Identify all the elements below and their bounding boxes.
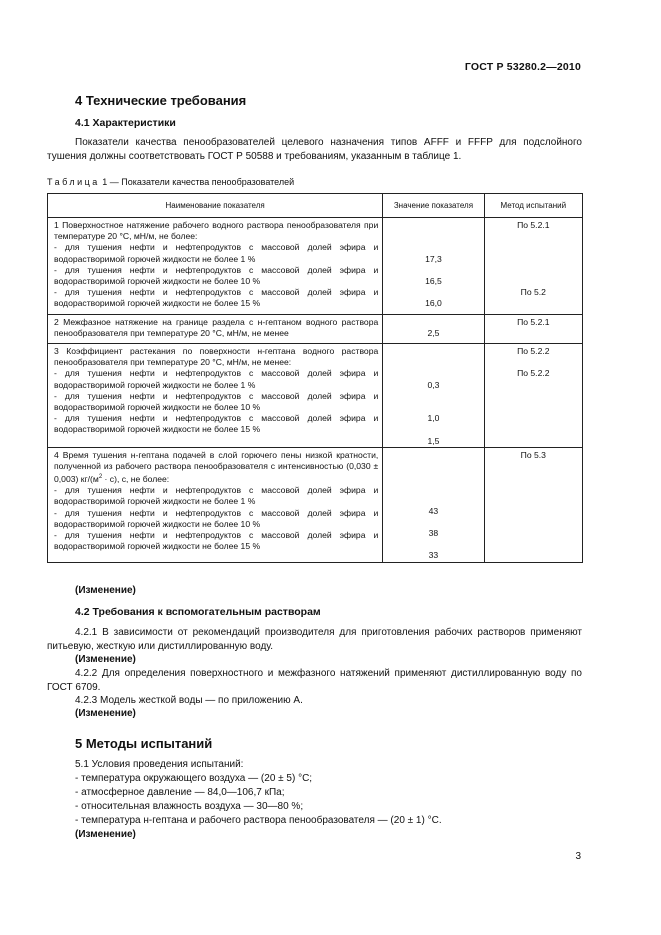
value-cell: 0,3 <box>427 379 440 390</box>
table-row <box>48 314 583 343</box>
table-row <box>48 447 583 562</box>
paragraph-4-2-1: 4.2.1 В зависимости от рекомендаций производителя для приготовления рабочих растворов применяют питьевую, жесткую или дистиллированную воду. <box>47 627 582 652</box>
document-header: ГОСТ Р 53280.2—2010 <box>464 61 581 73</box>
test-condition-line: - атмосферное давление — 84,0—106,7 кПа; <box>75 787 285 798</box>
value-cell: 38 <box>428 528 439 539</box>
method-cell: По 5.2.2 <box>517 368 550 379</box>
method-cell: По 5.3 <box>520 449 546 460</box>
method-cell: По 5.2 <box>520 287 546 298</box>
row-4-values <box>383 447 484 562</box>
change-note: (Изменение) <box>75 829 136 840</box>
test-condition-line: - температура окружающего воздуха — (20 ± 5) °С; <box>75 773 313 784</box>
row-1-name: 1 Поверхностное натяжение рабочего водного раствора пенообразователя при температуре 20 °С, мН/м, не более: - для тушения нефти и нефтепродуктов с массовой долей эфира и водорастворимой горючей жидкости не более 1 % - для тушения нефти и нефтепродуктов с массовой долей эфира и водорастворимой горючей жидкости не более 10 % - для тушения нефти и нефтепродуктов с массовой долей эфира и водорастворимой горючей жидкости не более 15 % <box>48 218 383 315</box>
change-note: (Изменение) <box>75 654 136 665</box>
quality-table <box>47 193 583 563</box>
table-header-row <box>48 194 583 218</box>
row-2-methods <box>484 314 582 343</box>
value-cell: 16,5 <box>425 275 442 286</box>
test-condition-line: - температура н-гептана и рабочего раствора пенообразователя — (20 ± 1) °С. <box>75 815 442 826</box>
paragraph-4-2-2: 4.2.2 Для определения поверхностного и межфазного натяжений применяют дистиллированную воду по ГОСТ 6709. <box>47 668 582 693</box>
table-caption <box>47 177 294 187</box>
header-method: Метод испытаний <box>484 194 582 218</box>
paragraph-4-2-3: 4.2.3 Модель жесткой воды — по приложению А. <box>75 695 303 706</box>
row-3-methods <box>484 344 582 448</box>
page-number: 3 <box>575 851 581 862</box>
value-cell: 1,5 <box>427 435 440 446</box>
method-cell: По 5.2.2 <box>517 346 550 357</box>
table-caption-text: 1 — Показатели качества пенообразователей <box>99 177 295 187</box>
method-cell: По 5.2.1 <box>517 220 550 230</box>
value-cell: 16,0 <box>425 298 442 309</box>
value-cell: 33 <box>428 550 439 561</box>
subsection-4-2-title: 4.2 Требования к вспомогательным растворам <box>75 606 321 618</box>
row-1-methods <box>484 218 582 315</box>
test-condition-line: 5.1 Условия проведения испытаний: <box>75 759 244 770</box>
row-4-name: 4 Время тушения н-гептана подачей в слой горючего пены низкой кратности, полученной из рабочего раствора пенообразователя с интенсивностью (0,030 ± 0,003) $кг/(м^2 \cdot с)$, с, не более: - для тушения нефти и нефтепродуктов с массовой долей эфира и водорастворимой горючей жидкости не более 1 % - для тушения нефти и нефтепродуктов с массовой долей эфира и водорастворимой горючей жидкости не более 10 % - для тушения нефти и нефтепродуктов с массовой долей эфира и водорастворимой горючей жидкости не более 15 % <box>48 447 383 562</box>
table-row <box>48 344 583 448</box>
header-value: Значение показателя <box>383 194 484 218</box>
section-5-title: 5 Методы испытаний <box>75 736 213 751</box>
row-2-values <box>383 314 484 343</box>
test-condition-line: - относительная влажность воздуха — 30—80 %; <box>75 801 304 812</box>
value-cell: 1,0 <box>427 413 440 424</box>
value-cell: 2,5 <box>427 327 440 338</box>
table-caption-prefix: Таблица <box>47 177 100 187</box>
intro-paragraph: Показатели качества пенообразователей целевого назначения типов AFFF и FFFP для подслойного тушения должны соответствовать ГОСТ Р 50588 и требованиям, указанным в таблице 1. <box>47 137 582 162</box>
subsection-4-1-title: 4.1 Характеристики <box>75 117 176 129</box>
row-3-name: 3 Коэффициент растекания по поверхности н-гептана водного раствора пенообразователя при температуре 20 °С, мН/м, не менее: - для тушения нефти и нефтепродуктов с массовой долей эфира и водорастворимой горючей жидкости не более 1 % - для тушения нефти и нефтепродуктов с массовой долей эфира и водорастворимой горючей жидкости не более 10 % - для тушения нефти и нефтепродуктов с массовой долей эфира и водорастворимой горючей жидкости не более 15 % <box>48 344 383 448</box>
row-4-methods <box>484 447 582 562</box>
value-cell: 17,3 <box>425 253 442 264</box>
row-1-values <box>383 218 484 315</box>
method-cell: По 5.2.1 <box>517 316 550 327</box>
change-note: (Изменение) <box>75 708 136 719</box>
row-2-name: 2 Межфазное натяжение на границе раздела с н-гептаном водного раствора пенообразователя при температуре 20 °С, мН/м, не менее <box>48 314 383 343</box>
change-note: (Изменение) <box>75 585 136 596</box>
header-name: Наименование показателя <box>48 194 383 218</box>
row-3-values <box>383 344 484 448</box>
section-4-title: 4 Технические требования <box>75 93 247 108</box>
table-row <box>48 218 583 315</box>
value-cell: 43 <box>428 505 439 516</box>
